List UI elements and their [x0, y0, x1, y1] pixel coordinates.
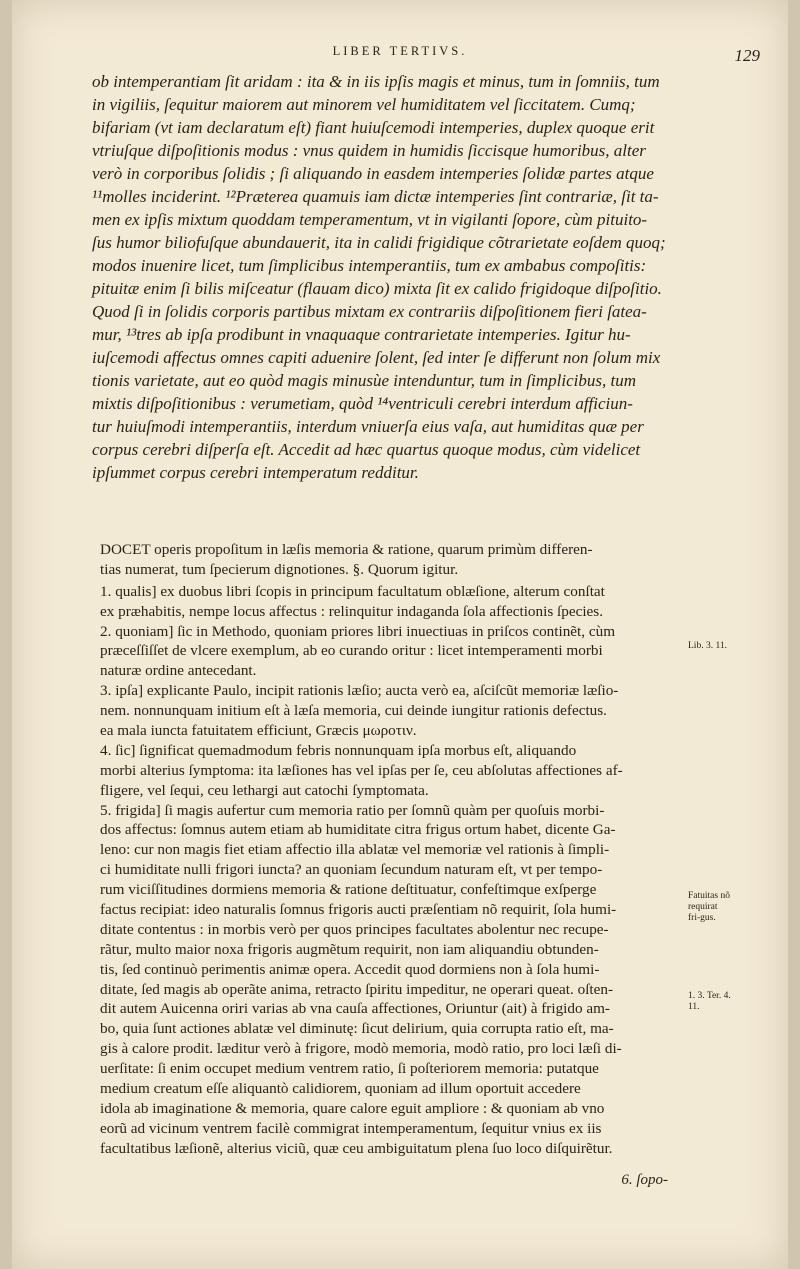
- text-line: tias numerat, tum ſpecierum dignotiones. §. Quorum igitur.: [100, 560, 459, 578]
- text-line: fligere, vel ſequi, ceu lethargi aut catochi ſymptomata.: [100, 781, 429, 799]
- text-line: bifariam (vt iam declaratum eſt) fiant huiuſcemodi intemperies, duplex quoque erit: [92, 118, 655, 137]
- text-line: corpus cerebri diſperſa eſt. Accedit ad hæc quartus quoque modus, cùm videlicet: [92, 440, 641, 459]
- text-line: 2. quoniam] ſic in Methodo, quoniam priores libri inuectiuas in priſcos continẽt, cùm: [100, 622, 616, 640]
- text-line: tur huiuſmodi intemperantiis, interdum vniuerſa eius vaſa, aut humiditas quæ per: [92, 417, 644, 436]
- book-page: [12, 0, 788, 1269]
- text-line: eorũ ad vicinum ventrem facilè commigrat intemperamentum, ſequitur vnius ex iis: [100, 1119, 602, 1137]
- text-line: naturæ ordine antecedant.: [100, 662, 257, 680]
- text-line: ¹¹molles inciderint. ¹²Præterea quamuis iam dictæ intemperies ſint contrariæ, ſit ta-: [92, 187, 659, 206]
- text-line: leno: cur non magis fiet etiam affectio illa ablatæ vel memoriæ vel rationis à ſimpli-: [100, 841, 610, 859]
- text-line: modos inuenire licet, tum ſimplicibus intemperantiis, tum ex ambabus compoſitis:: [92, 256, 647, 275]
- text-line: rum viciſſitudines dormiens memoria & ratione deſtituatur, confeſtimque exſperge: [100, 881, 597, 899]
- text-line: morbi alterius ſymptoma: ita læſiones has vel ipſas per ſe, ceu abſolutas affectiones af-: [100, 761, 623, 779]
- margin-note-lib3: Lib. 3. 11.: [688, 641, 727, 651]
- text-line: mur, ¹³tres ab ipſa prodibunt in vnaquaque contrarietate intemperies. Igitur hu-: [92, 325, 631, 344]
- catchword: 6. ſopo-: [621, 1172, 668, 1188]
- text-line: ſus humor biliofuſque abundauerit, ita in calidi frigidique cõtrarietate eoſdem quoq;: [92, 233, 666, 252]
- text-line: in vigiliis, ſequitur maiorem aut minorem vel humiditatem vel ſiccitatem. Cumq;: [92, 95, 636, 114]
- text-line: 4. ſic] ſignificat quemadmodum febris nonnunquam ipſa morbus eſt, aliquando: [100, 741, 577, 759]
- text-line: verò in corporibus ſolidis ; ſi aliquando in easdem intemperies ſolidæ partes atque: [92, 164, 654, 183]
- text-line: medium creatum eſſe aliquantò calidiorem, quoniam ad illum oportuit accedere: [100, 1080, 581, 1098]
- text-line: ea mala iuncta fatuitatem efficiunt, Græcis μωροτιν.: [100, 722, 417, 740]
- text-line: ob intemperantiam ſit aridam : ita & in iis ipſis magis et minus, tum in ſomniis, tum: [92, 72, 660, 91]
- text-line: ditate contentus : in morbis verò per quos principes facultates abolentur nec recupe-: [100, 920, 609, 938]
- page-number: 129: [734, 46, 760, 65]
- text-line: ipſummet corpus cerebri intemperatum redditur.: [92, 463, 419, 482]
- page-header: [12, 38, 788, 68]
- text-line: bo, quia ſunt actiones ablatæ vel diminutę: ſicut delirium, quia corrupta ratio eſt, ma-: [100, 1020, 614, 1038]
- text-line: mixtis diſpoſitionibus : verumetiam, quòd ¹⁴ventriculi cerebri interdum afficiun-: [92, 394, 633, 413]
- text-line: ci humiditate nulli frigori iuncta? an quoniam ſecundum naturam eſt, vt per tempo-: [100, 861, 603, 879]
- text-line: dos affectus: ſomnus autem etiam ab humiditate citra frigus ortum habet, dicente Ga-: [100, 821, 616, 839]
- text-line: Quod ſi in ſolidis corporis partibus mixtam ex contrariis diſpoſitionem fieri ſatea-: [92, 302, 647, 321]
- text-line: præceſſiſſet de vlcere exemplum, ab eo curando oritur : licet intemperamenti morbi: [100, 642, 603, 660]
- text-line: tis, ſed continuò perimentis animæ opera. Accedit quod dormiens non à ſola humi-: [100, 960, 600, 978]
- text-line: tionis varietate, aut eo quòd magis minusùe intenduntur, tum in ſimplicibus, tum: [92, 371, 636, 390]
- running-head: LIBER TERTIVS.: [332, 44, 468, 58]
- italic-text-block: [92, 70, 732, 484]
- text-line: factus recipiat: ideo naturalis ſomnus frigoris aucti præſentiam nõ requirit, ſola humi-: [100, 901, 617, 919]
- text-line: 5. frigida] ſi magis aufertur cum memoria ratio per ſomnũ quàm per quoſuis morbi-: [100, 801, 605, 819]
- text-line: ex præhabitis, nempe locus affectus : relinquitur indaganda ſola affectionis ſpecies.: [100, 602, 604, 620]
- margin-note-fatuitas: Fatuitas nõ requirat fri-gus.: [688, 891, 730, 923]
- text-line: men ex ipſis mixtum quoddam temperamentum, vt in vigilanti ſopore, cùm pituito-: [92, 210, 648, 229]
- text-line: facultatibus læſionẽ, alterius viciũ, quæ ceu ambiguitatum plena ſuo loco diſquirẽtur.: [100, 1139, 613, 1157]
- commentary-text-block: [100, 540, 698, 1159]
- margin-note-ter: 1. 3. Ter. 4. 11.: [688, 991, 731, 1012]
- text-line: 1. qualis] ex duobus libri ſcopis in principum facultatum oblæſione, alterum conſtat: [100, 582, 605, 600]
- text-line: pituitæ enim ſi bilis miſceatur (flauam dico) mixta ſit ex calido frigidoque diſpoſitio.: [92, 279, 662, 298]
- text-line: DOCET operis propoſitum in læſis memoria & ratione, quarum primùm differen-: [100, 541, 593, 558]
- text-line: iuſcemodi affectus omnes capiti aduenire ſolent, ſed inter ſe differunt non ſolum mix: [92, 348, 661, 367]
- text-line: 3. ipſa] explicante Paulo, incipit rationis læſio; aucta verò ea, aſciſcũt memoriæ læſio-: [100, 682, 619, 700]
- text-line: gis à calore prodit. læditur verò à frigore, modò memoria, modò ratio, pro loci læſi di-: [100, 1040, 622, 1058]
- text-line: uerſitate: ſi enim occupet medium ventrem ratio, ſi poſteriorem memoria: putatque: [100, 1060, 599, 1078]
- text-line: rãtur, multo maior noxa frigoris augmẽtum requirit, non iam aliquandiu obtunden-: [100, 940, 599, 958]
- text-line: ditate, ſed magis ab operãte anima, retracto ſpiritu impeditur, ne operari queat. oſten-: [100, 980, 614, 998]
- text-line: dit autem Auicenna oriri varias ab vna cauſa affectiones, Oriuntur (ait) à frigido am-: [100, 1000, 610, 1018]
- text-line: nem. nonnunquam initium eſt à læſa memoria, cui deinde iungitur rationis defectus.: [100, 702, 607, 720]
- text-line: idola ab imaginatione & memoria, quare calore eguit ampliore : & quoniam ab vno: [100, 1099, 605, 1117]
- text-line: vtriuſque diſpoſitionis modus : vnus quidem in humidis ſiccisque humoribus, alter: [92, 141, 646, 160]
